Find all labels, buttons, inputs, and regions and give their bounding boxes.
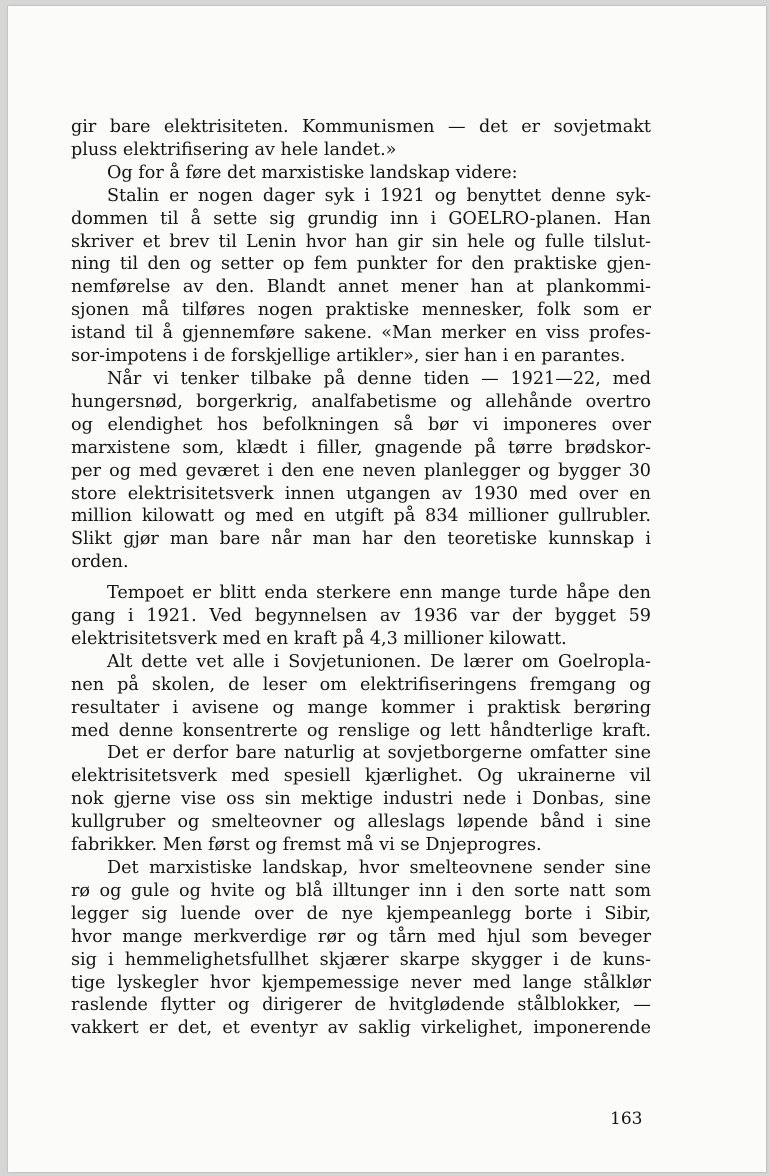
text-line: Det marxistiske landskap, hvor smelteovnene sender sine <box>107 858 651 878</box>
text-line: elektrisitetsverk med spesiell kjærlighet. Og ukrainerne vil <box>71 766 651 787</box>
text-line: store elektrisitetsverk innen utgangen av 1930 med over en <box>71 483 651 504</box>
text-line: raslende flytter og dirigerer de hvitglødende stålblokker, — <box>71 995 651 1016</box>
text-line: Og for å føre det marxistiske landskap videre: <box>107 162 518 183</box>
text-line: istand til å gjennemføre sakene. «Man merker en viss profes- <box>71 323 651 344</box>
text-line: Det er derfor bare naturlig at sovjetborgerne omfatter sine <box>107 743 651 764</box>
text-line: vakkert er det, et eventyr av saklig virkelighet, imponerende <box>71 1018 651 1039</box>
text-line: Slikt gjør man bare når man har den teoretiske kunnskap i <box>71 529 651 550</box>
text-line: legger sig luende over de nye kjempeanlegg borte i Sibir, <box>71 903 651 924</box>
body-text <box>71 116 651 1040</box>
text-line: nen på skolen, de leser om elektrifiseringens fremgang og <box>71 674 651 695</box>
text-line: gang i 1921. Ved begynnelsen av 1936 var der bygget 59 <box>71 606 651 627</box>
text-line: marxistene som, klædt i filler, gnagende på tørre brødskor- <box>71 437 651 458</box>
text-line: million kilowatt og med en utgift på 834 millioner gullrubler. <box>71 506 651 527</box>
text-line: med denne konsentrerte og renslige og lett håndterlige kraft. <box>71 720 651 741</box>
page-number: 163 <box>610 1109 643 1129</box>
text-line: orden. <box>71 552 129 573</box>
text-line: Når vi tenker tilbake på denne tiden — 1921—22, med <box>107 368 651 389</box>
text-line: dommen til å sette sig grundig inn i GOELRO-planen. Han <box>71 208 651 229</box>
text-line: Alt dette vet alle i Sovjetunionen. De lærer om Goelropla- <box>107 651 651 672</box>
text-line: resultater i avisene og mange kommer i praktisk berøring <box>71 697 651 718</box>
text-line: sjonen må tilføres nogen praktiske mennesker, folk som er <box>71 300 651 321</box>
paragraph-gap <box>71 574 651 582</box>
text-line: elektrisitetsverk med en kraft på 4,3 millioner kilowatt. <box>71 628 567 649</box>
text-line: sor-impotens i de forskjellige artikler», sier han i en parantes. <box>71 346 626 367</box>
text-line: hvor mange merkverdige rør og tårn med hjul som beveger <box>71 926 651 947</box>
text-line: og elendighet hos befolkningen så bør vi imponeres over <box>71 414 651 435</box>
text-line: skriver et brev til Lenin hvor han gir sin hele og fulle tilslut- <box>71 231 651 252</box>
text-line: Tempoet er blitt enda sterkere enn mange turde håpe den <box>107 583 651 604</box>
text-line: pluss elektrifisering av hele landet.» <box>71 139 397 160</box>
text-line: fabrikker. Men først og fremst må vi se Dnjeprogres. <box>71 835 542 856</box>
text-line: hungersnød, borgerkrig, analfabetisme og allehånde overtro <box>71 391 651 412</box>
text-line: Stalin er nogen dager syk i 1921 og benyttet denne syk- <box>107 185 651 206</box>
book-page <box>8 6 766 1172</box>
text-line: ning til den og setter op fem punkter for den praktiske gjen- <box>71 254 651 275</box>
text-line: kullgruber og smelteovner og alleslags løpende bånd i sine <box>71 812 651 833</box>
text-line: rø og gule og hvite og blå illtunger inn i den sorte natt som <box>71 880 651 901</box>
text-line: per og med geværet i den ene neven planlegger og bygger 30 <box>71 460 651 481</box>
text-line: nok gjerne vise oss sin mektige industri nede i Donbas, sine <box>71 789 651 810</box>
text-line: nemførelse av den. Blandt annet mener han at plankommi- <box>71 277 651 298</box>
text-line: gir bare elektrisiteten. Kommunismen — det er sovjetmakt <box>71 117 651 137</box>
text-line: sig i hemmelighetsfullhet skjærer skarpe skygger i de kuns- <box>71 949 651 970</box>
text-line: tige lyskegler hvor kjempemessige never med lange stålklør <box>71 972 651 993</box>
